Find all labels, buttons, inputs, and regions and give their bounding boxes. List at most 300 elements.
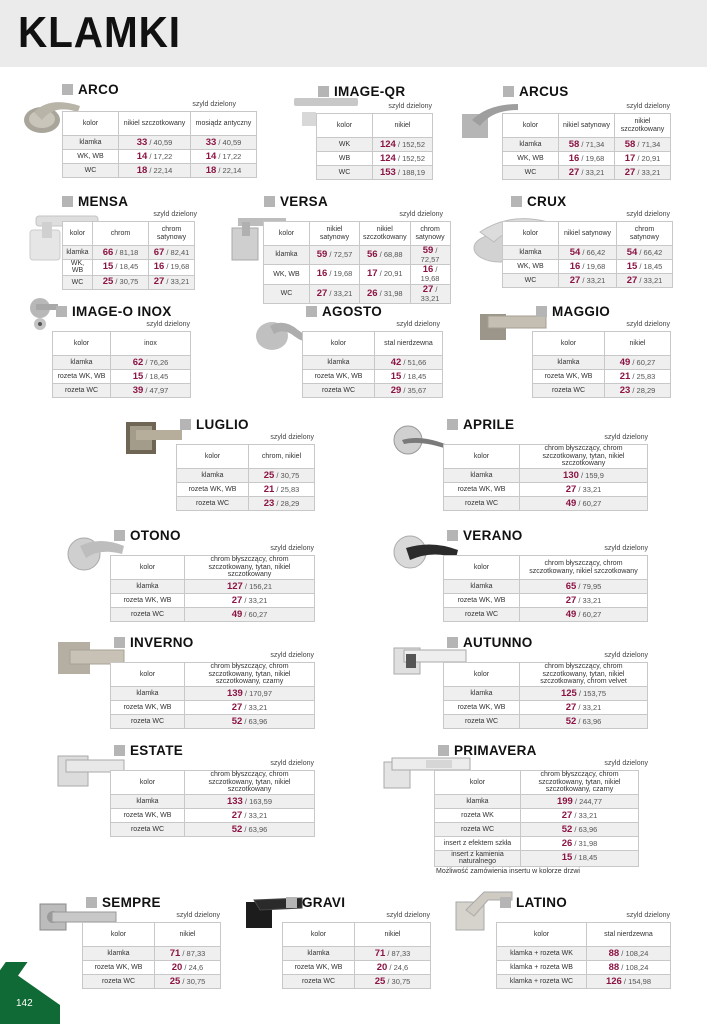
- row-label: rozeta WC: [53, 384, 111, 398]
- product-name: AUTUNNO: [463, 635, 533, 650]
- price-cell: [615, 166, 671, 180]
- row-label: rozeta WK, WB: [444, 483, 520, 497]
- price-cell: [185, 580, 315, 594]
- product-name: GRAVI: [302, 895, 346, 910]
- table-row: [533, 384, 671, 398]
- gross-price: 33,21: [333, 288, 353, 298]
- price-separator: /: [572, 824, 579, 834]
- gross-price: 18,45: [407, 371, 427, 381]
- crux-heading: [511, 194, 566, 209]
- net-price: 27: [568, 166, 580, 178]
- net-price: 27: [565, 594, 577, 606]
- gross-price: 40,59: [222, 137, 242, 147]
- net-price: 52: [231, 715, 243, 727]
- table-row: [63, 164, 257, 178]
- otono-szyld-label: szyld dzielony: [270, 545, 314, 552]
- gross-price: 28,29: [636, 385, 656, 395]
- price-cell: [520, 608, 648, 622]
- price-separator: /: [377, 269, 384, 279]
- gross-price: 22,14: [153, 165, 173, 175]
- price-cell: [559, 246, 617, 260]
- net-price: 71: [374, 947, 386, 959]
- table-header-row: [503, 222, 673, 246]
- table-header-cell: kolor: [283, 923, 355, 947]
- net-price: 65: [565, 580, 577, 592]
- table-row: [444, 497, 648, 511]
- net-price: 27: [231, 594, 243, 606]
- product-name: ARCUS: [519, 84, 569, 99]
- table-row: [63, 275, 195, 289]
- table-header-cell: kolor: [533, 332, 605, 356]
- price-separator: /: [576, 702, 583, 712]
- price-cell: [520, 469, 648, 483]
- price-separator: /: [113, 247, 120, 257]
- verano-szyld-label: szyld dzielony: [604, 545, 648, 552]
- net-price: 29: [390, 384, 402, 396]
- arco-heading: [62, 82, 119, 97]
- table-row: [283, 975, 431, 989]
- price-cell: [119, 164, 191, 178]
- primavera-price-table: [434, 770, 639, 867]
- gross-price: 66,42: [586, 247, 606, 257]
- product-name: IMAGE-O INOX: [72, 304, 172, 319]
- inverno-heading: [114, 635, 194, 650]
- net-price: 124: [379, 152, 396, 164]
- net-price: 67: [153, 246, 165, 258]
- net-price: 16: [316, 268, 328, 280]
- square-bullet-icon: [180, 419, 191, 430]
- price-cell: [310, 246, 360, 265]
- row-label: WC: [503, 274, 559, 288]
- price-cell: [373, 138, 433, 152]
- gross-price: 82,41: [170, 247, 190, 257]
- row-label: rozeta WC: [303, 384, 375, 398]
- table-header-cell: mosiądz antyczny: [191, 112, 257, 136]
- price-cell: [605, 370, 671, 384]
- price-cell: [520, 497, 648, 511]
- square-bullet-icon: [264, 196, 275, 207]
- row-label: rozeta WK, WB: [177, 483, 249, 497]
- price-cell: [249, 497, 315, 511]
- price-separator: /: [327, 269, 334, 279]
- table-header-row: [283, 923, 431, 947]
- net-price: 26: [366, 287, 378, 299]
- square-bullet-icon: [62, 196, 73, 207]
- price-cell: [119, 136, 191, 150]
- table-header-row: [317, 114, 433, 138]
- gross-price: 152,52: [402, 153, 426, 163]
- price-separator: /: [242, 688, 250, 698]
- price-separator: /: [242, 824, 249, 834]
- price-cell: [521, 837, 639, 851]
- table-header-cell: nikiel: [373, 114, 433, 138]
- price-separator: /: [327, 288, 334, 298]
- row-label: WB: [317, 152, 373, 166]
- price-separator: /: [113, 277, 120, 287]
- table-header-cell: chrom błyszczący, chrom szczotkowany, tytan, nikiel szczotkowany: [520, 445, 648, 469]
- row-label: WC: [503, 166, 559, 180]
- estate-price-table: [110, 770, 315, 837]
- gross-price: 18,45: [578, 853, 598, 863]
- table-row: [303, 356, 443, 370]
- table-header-cell: nikiel szczotkowany: [615, 114, 671, 138]
- table-header-cell: kolor: [111, 771, 185, 795]
- versa-szyld-label: szyld dzielony: [399, 211, 443, 218]
- price-separator: /: [635, 167, 642, 177]
- net-price: 71: [169, 947, 181, 959]
- row-label: WC: [264, 284, 310, 303]
- price-cell: [559, 152, 615, 166]
- price-separator: /: [579, 139, 586, 149]
- product-name: APRILE: [463, 417, 515, 432]
- table-header-cell: chrom błyszczący, chrom szczotkowany, nikiel szczotkowany: [520, 556, 648, 580]
- table-header-cell: nikiel: [605, 332, 671, 356]
- table-header-row: [177, 445, 315, 469]
- net-price: 27: [561, 809, 573, 821]
- row-label: klamka: [444, 580, 520, 594]
- net-price: 15: [132, 370, 144, 382]
- versa-price-table: [263, 221, 451, 304]
- table-row: [497, 947, 671, 961]
- gross-price: 87,33: [391, 948, 411, 958]
- price-cell: [373, 152, 433, 166]
- row-label: WC: [63, 275, 93, 289]
- price-separator: /: [385, 976, 392, 986]
- table-header-cell: nikiel szczotkowany: [119, 112, 191, 136]
- agosto-heading: [306, 304, 382, 319]
- product-name: ESTATE: [130, 743, 184, 758]
- row-label: klamka: [53, 356, 111, 370]
- gross-price: 63,96: [248, 824, 268, 834]
- table-header-cell: kolor: [444, 556, 520, 580]
- net-price: 23: [263, 497, 275, 509]
- net-price: 17: [624, 152, 636, 164]
- row-label: WK, WB: [63, 150, 119, 164]
- row-label: rozeta WC: [435, 823, 521, 837]
- primavera-szyld-label: szyld dzielony: [604, 760, 648, 767]
- price-separator: /: [580, 275, 587, 285]
- arcus-heading: [503, 84, 569, 99]
- gross-price: 60,27: [636, 357, 656, 367]
- table-row: [83, 975, 221, 989]
- sempre-heading: [86, 895, 161, 910]
- row-label: klamka: [533, 356, 605, 370]
- table-header-row: [444, 663, 648, 687]
- arco-szyld-label: szyld dzielony: [192, 101, 236, 108]
- gross-price: 81,18: [119, 247, 139, 257]
- net-price: 25: [102, 276, 114, 288]
- table-row: [264, 265, 451, 284]
- net-price: 16: [422, 264, 434, 276]
- gross-price: 40,59: [153, 137, 173, 147]
- price-separator: /: [164, 277, 171, 287]
- net-price: 17: [366, 268, 378, 280]
- table-header-cell: kolor: [435, 771, 521, 795]
- table-row: [53, 384, 191, 398]
- price-cell: [111, 356, 191, 370]
- table-header-cell: chrom, nikiel: [249, 445, 315, 469]
- table-row: [63, 260, 195, 276]
- row-label: rozeta WK: [435, 809, 521, 823]
- net-price: 126: [605, 975, 622, 987]
- gross-price: 33,21: [578, 810, 598, 820]
- price-cell: [617, 246, 673, 260]
- table-header-cell: kolor: [53, 332, 111, 356]
- price-separator: /: [147, 151, 154, 161]
- price-cell: [149, 260, 195, 276]
- product-name: MAGGIO: [552, 304, 611, 319]
- row-label: klamka: [303, 356, 375, 370]
- table-header-cell: kolor: [63, 222, 93, 246]
- table-header-cell: kolor: [303, 332, 375, 356]
- maggio-szyld-label: szyld dzielony: [626, 321, 670, 328]
- price-separator: /: [242, 595, 249, 605]
- product-name: CRUX: [527, 194, 567, 209]
- otono-price-table: [110, 555, 315, 622]
- table-row: [177, 483, 315, 497]
- gross-price: 159,9: [585, 470, 604, 480]
- price-cell: [559, 260, 617, 274]
- table-header-cell: nikiel szczotkowany: [360, 222, 411, 246]
- table-header-cell: kolor: [503, 222, 559, 246]
- gross-price: 18,45: [643, 261, 663, 271]
- price-cell: [520, 701, 648, 715]
- gross-price: 188,19: [402, 167, 426, 177]
- gross-price: 63,96: [248, 716, 268, 726]
- table-header-row: [111, 556, 315, 580]
- latino-heading: [500, 895, 567, 910]
- table-row: [435, 823, 639, 837]
- price-separator: /: [576, 484, 583, 494]
- product-name: OTONO: [130, 528, 181, 543]
- price-cell: [410, 284, 450, 303]
- gross-price: 33,21: [641, 167, 661, 177]
- row-label: rozeta WC: [444, 608, 520, 622]
- price-separator: /: [180, 976, 187, 986]
- net-price: 139: [226, 687, 243, 699]
- table-row: [444, 701, 648, 715]
- price-separator: /: [621, 976, 629, 986]
- net-price: 16: [568, 152, 580, 164]
- price-separator: /: [242, 702, 249, 712]
- net-price: 58: [568, 138, 580, 150]
- price-cell: [520, 594, 648, 608]
- price-separator: /: [395, 153, 403, 163]
- price-separator: /: [619, 948, 626, 958]
- net-price: 14: [205, 150, 217, 162]
- price-separator: /: [242, 810, 249, 820]
- product-name: VERANO: [463, 528, 523, 543]
- price-separator: /: [576, 595, 583, 605]
- price-cell: [191, 136, 257, 150]
- net-price: 27: [316, 287, 328, 299]
- square-bullet-icon: [536, 306, 547, 317]
- gross-price: 33,21: [643, 275, 663, 285]
- gross-price: 17,22: [153, 151, 173, 161]
- price-separator: /: [637, 261, 644, 271]
- row-label: klamka: [444, 469, 520, 483]
- table-header-cell: chrom satynowy: [410, 222, 450, 246]
- otono-heading: [114, 528, 181, 543]
- gross-price: 28,29: [280, 498, 300, 508]
- table-header-cell: kolor: [63, 112, 119, 136]
- price-cell: [375, 370, 443, 384]
- table-row: [303, 384, 443, 398]
- table-row: [111, 701, 315, 715]
- net-price: 15: [561, 852, 573, 864]
- table-row: [303, 370, 443, 384]
- row-label: klamka: [63, 136, 119, 150]
- net-price: 27: [624, 166, 636, 178]
- price-separator: /: [274, 470, 281, 480]
- price-separator: /: [164, 247, 171, 257]
- table-row: [111, 594, 315, 608]
- table-row: [111, 823, 315, 837]
- price-separator: /: [147, 137, 154, 147]
- price-cell: [410, 246, 450, 265]
- gross-price: 33,21: [248, 810, 268, 820]
- net-price: 125: [560, 687, 577, 699]
- net-price: 27: [569, 274, 581, 286]
- agosto-price-table: [302, 331, 443, 398]
- price-cell: [559, 138, 615, 152]
- table-row: [435, 837, 639, 851]
- net-price: 88: [608, 961, 620, 973]
- table-header-cell: kolor: [503, 114, 559, 138]
- table-header-cell: kolor: [444, 663, 520, 687]
- price-separator: /: [274, 484, 281, 494]
- price-cell: [605, 356, 671, 370]
- table-header-row: [503, 114, 671, 138]
- table-row: [503, 152, 671, 166]
- square-bullet-icon: [500, 897, 511, 908]
- net-price: 20: [171, 961, 183, 973]
- net-price: 199: [556, 795, 573, 807]
- gross-price: 30,75: [186, 976, 206, 986]
- table-row: [503, 246, 673, 260]
- price-cell: [587, 975, 671, 989]
- price-separator: /: [579, 153, 586, 163]
- row-label: WC: [317, 166, 373, 180]
- image-o-inox-price-table: [52, 331, 191, 398]
- table-header-cell: kolor: [111, 556, 185, 580]
- price-separator: /: [242, 581, 250, 591]
- image-o-inox-szyld-label: szyld dzielony: [146, 321, 190, 328]
- price-separator: /: [113, 262, 120, 272]
- row-label: insert z efektem szkła: [435, 837, 521, 851]
- price-separator: /: [580, 247, 587, 257]
- square-bullet-icon: [447, 419, 458, 430]
- net-price: 18: [136, 164, 148, 176]
- gross-price: 20,91: [641, 153, 661, 163]
- table-row: [435, 851, 639, 867]
- price-separator: /: [580, 261, 587, 271]
- gross-price: 71,34: [641, 139, 661, 149]
- price-separator: /: [401, 385, 408, 395]
- row-label: rozeta WC: [444, 715, 520, 729]
- gross-price: 154,98: [628, 976, 652, 986]
- price-cell: [355, 961, 431, 975]
- gross-price: 163,59: [249, 796, 273, 806]
- table-row: [317, 152, 433, 166]
- square-bullet-icon: [447, 530, 458, 541]
- product-name: PRIMAVERA: [454, 743, 537, 758]
- aprile-heading: [447, 417, 514, 432]
- mensa-heading: [62, 194, 128, 209]
- gross-price: 17,22: [222, 151, 242, 161]
- price-cell: [520, 715, 648, 729]
- sempre-price-table: [82, 922, 221, 989]
- table-row: [83, 947, 221, 961]
- price-separator: /: [242, 716, 249, 726]
- table-row: [497, 961, 671, 975]
- price-cell: [119, 150, 191, 164]
- price-separator: /: [143, 385, 150, 395]
- table-row: [111, 809, 315, 823]
- price-separator: /: [395, 167, 403, 177]
- table-header-cell: kolor: [264, 222, 310, 246]
- price-separator: /: [143, 357, 150, 367]
- price-cell: [373, 166, 433, 180]
- table-header-cell: chrom satynowy: [617, 222, 673, 246]
- gross-price: 25,83: [280, 484, 300, 494]
- table-row: [111, 580, 315, 594]
- square-bullet-icon: [306, 306, 317, 317]
- net-price: 49: [565, 608, 577, 620]
- image-o-inox-handle-image: [28, 298, 58, 332]
- price-separator: /: [630, 385, 637, 395]
- table-row: [444, 483, 648, 497]
- net-price: 27: [231, 809, 243, 821]
- gross-price: 108,24: [625, 948, 649, 958]
- table-header-cell: nikiel: [155, 923, 221, 947]
- gross-price: 25,83: [636, 371, 656, 381]
- gross-price: 72,57: [420, 254, 440, 264]
- versa-heading: [264, 194, 328, 209]
- net-price: 20: [376, 961, 388, 973]
- net-price: 25: [169, 975, 181, 987]
- price-cell: [310, 265, 360, 284]
- price-separator: /: [143, 371, 150, 381]
- net-price: 27: [153, 276, 165, 288]
- estate-szyld-label: szyld dzielony: [270, 760, 314, 767]
- gross-price: 68,88: [383, 250, 403, 260]
- square-bullet-icon: [318, 86, 329, 97]
- luglio-szyld-label: szyld dzielony: [270, 434, 314, 441]
- image-qr-szyld-label: szyld dzielony: [388, 103, 432, 110]
- price-cell: [521, 823, 639, 837]
- table-header-cell: stal nierdzewna: [375, 332, 443, 356]
- gross-price: 30,75: [391, 976, 411, 986]
- table-row: [264, 246, 451, 265]
- table-header-row: [303, 332, 443, 356]
- price-cell: [155, 947, 221, 961]
- row-label: WK, WB: [63, 260, 93, 276]
- table-header-cell: kolor: [317, 114, 373, 138]
- table-header-row: [444, 556, 648, 580]
- net-price: 56: [366, 249, 378, 261]
- autunno-price-table: [443, 662, 648, 729]
- table-row: [111, 795, 315, 809]
- price-cell: [521, 795, 639, 809]
- price-cell: [185, 809, 315, 823]
- price-separator: /: [630, 357, 637, 367]
- price-cell: [521, 809, 639, 823]
- price-cell: [617, 260, 673, 274]
- gross-price: 18,45: [119, 262, 139, 272]
- price-cell: [615, 138, 671, 152]
- autunno-heading: [447, 635, 533, 650]
